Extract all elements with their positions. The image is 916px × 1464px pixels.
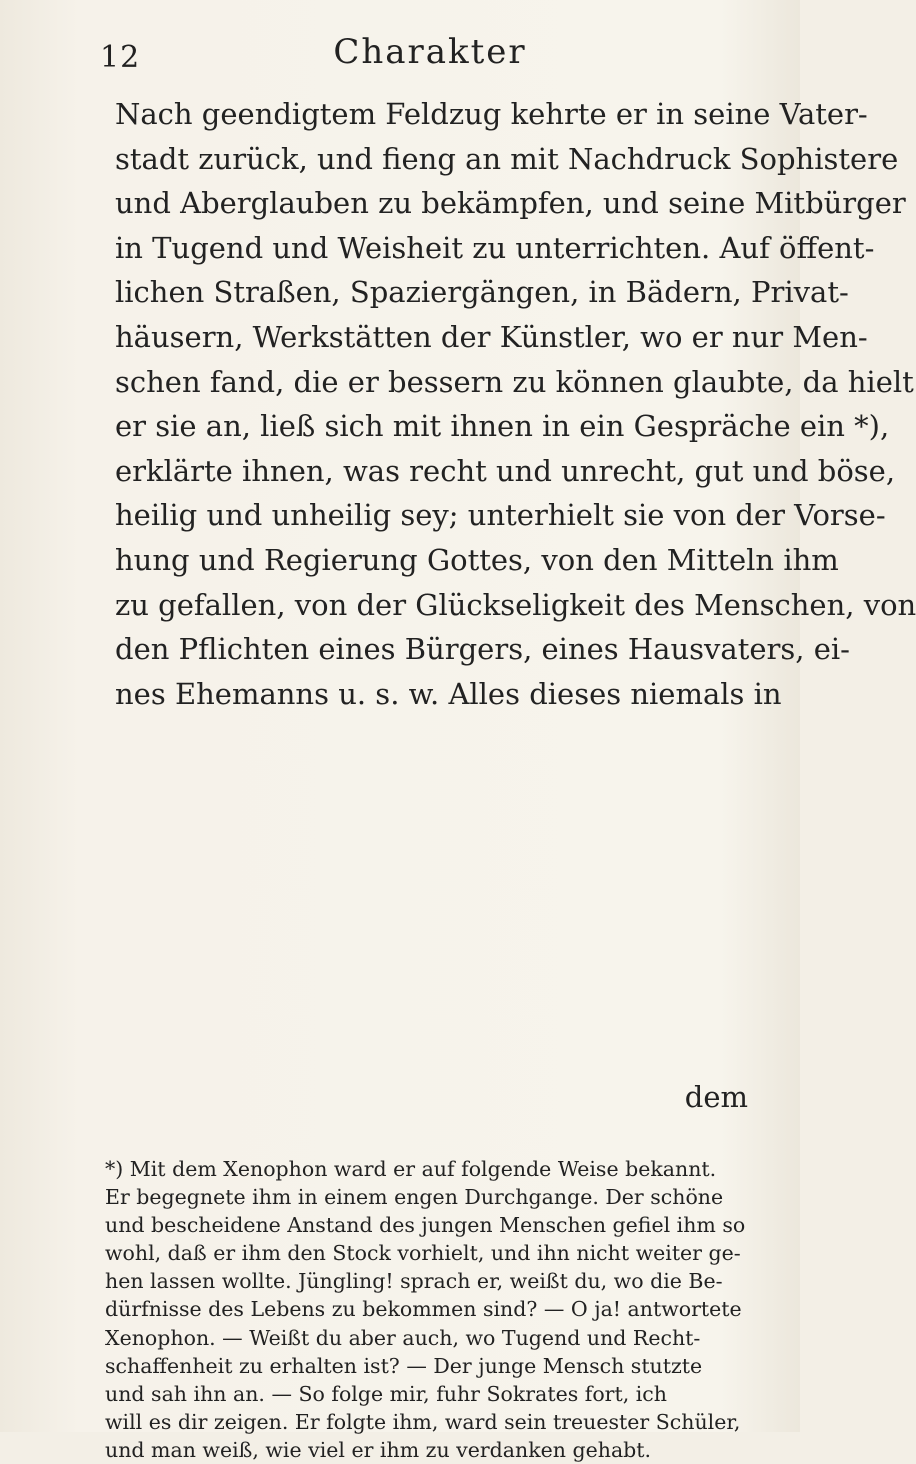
footnote-line: *) Mit dem Xenophon ward er auf folgende Weise bekannt. <box>105 1157 717 1181</box>
footnote-line: und bescheidene Anstand des jungen Menschen gefiel ihm so <box>105 1213 746 1238</box>
footnote-line: und sah ihn an. — So folge mir, fuhr Sokrates fort, ich <box>105 1381 667 1406</box>
text-line: stadt zurück, und fieng an mit Nachdruck Sophistere <box>115 141 899 176</box>
text-line: nes Ehemanns u. s. w. Alles dieses niemals in <box>115 676 782 711</box>
text-line: und Aberglauben zu bekämpfen, und seine Mitbürger <box>115 186 906 221</box>
footnote-line: und man weiß, wie viel er ihm zu verdanken gehabt. <box>105 1437 652 1462</box>
footnote-line: hen lassen wollte. Jüngling! sprach er, weißt du, wo die Be- <box>105 1269 723 1294</box>
text-line: in Tugend und Weisheit zu unterrichten. Auf öffent- <box>115 230 875 265</box>
footnote-line: will es dir zeigen. Er folgte ihm, ward sein treuester Schüler, <box>105 1409 741 1434</box>
catchword: dem <box>684 1080 748 1114</box>
text-line: Nach geendigtem Feldzug kehrte er in seine Vater- <box>115 97 868 131</box>
footnote-line: Er begegnete ihm in einem engen Durchgange. Der schöne <box>105 1185 724 1210</box>
footnote-line: wohl, daß er ihm den Stock vorhielt, und ihn nicht weiter ge- <box>105 1241 741 1266</box>
text-line: zu gefallen, von der Glückseligkeit des Menschen, von <box>115 587 916 622</box>
footnote-line: schaffenheit zu erhalten ist? — Der junge Mensch stutzte <box>105 1353 703 1378</box>
body-text <box>115 92 916 716</box>
text-line: hung und Regierung Gottes, von den Mitteln ihm <box>115 542 839 577</box>
page-header <box>70 30 760 80</box>
text-line: häusern, Werkstätten der Künstler, wo er nur Men- <box>115 319 868 354</box>
text-line: erklärte ihnen, was recht und unrecht, gut und böse, <box>115 453 896 488</box>
running-head: Charakter <box>333 32 527 72</box>
text-line: lichen Straßen, Spaziergängen, in Bädern, Privat- <box>115 275 849 310</box>
text-line: er sie an, ließ sich mit ihnen in ein Gespräche ein *), <box>115 409 890 444</box>
footnote <box>105 1155 765 1464</box>
footnote-line: dürfnisse des Lebens zu bekommen sind? — O ja! antwortete <box>105 1297 742 1322</box>
page-number: 12 <box>100 40 141 75</box>
text-line: schen fand, die er bessern zu können glaubte, da hielt <box>115 364 914 399</box>
text-line: den Pflichten eines Bürgers, eines Hausvaters, ei- <box>115 632 850 667</box>
text-line: heilig und unheilig sey; unterhielt sie von der Vorse- <box>115 498 886 533</box>
footnote-line: Xenophon. — Weißt du aber auch, wo Tugend und Recht- <box>105 1325 701 1350</box>
